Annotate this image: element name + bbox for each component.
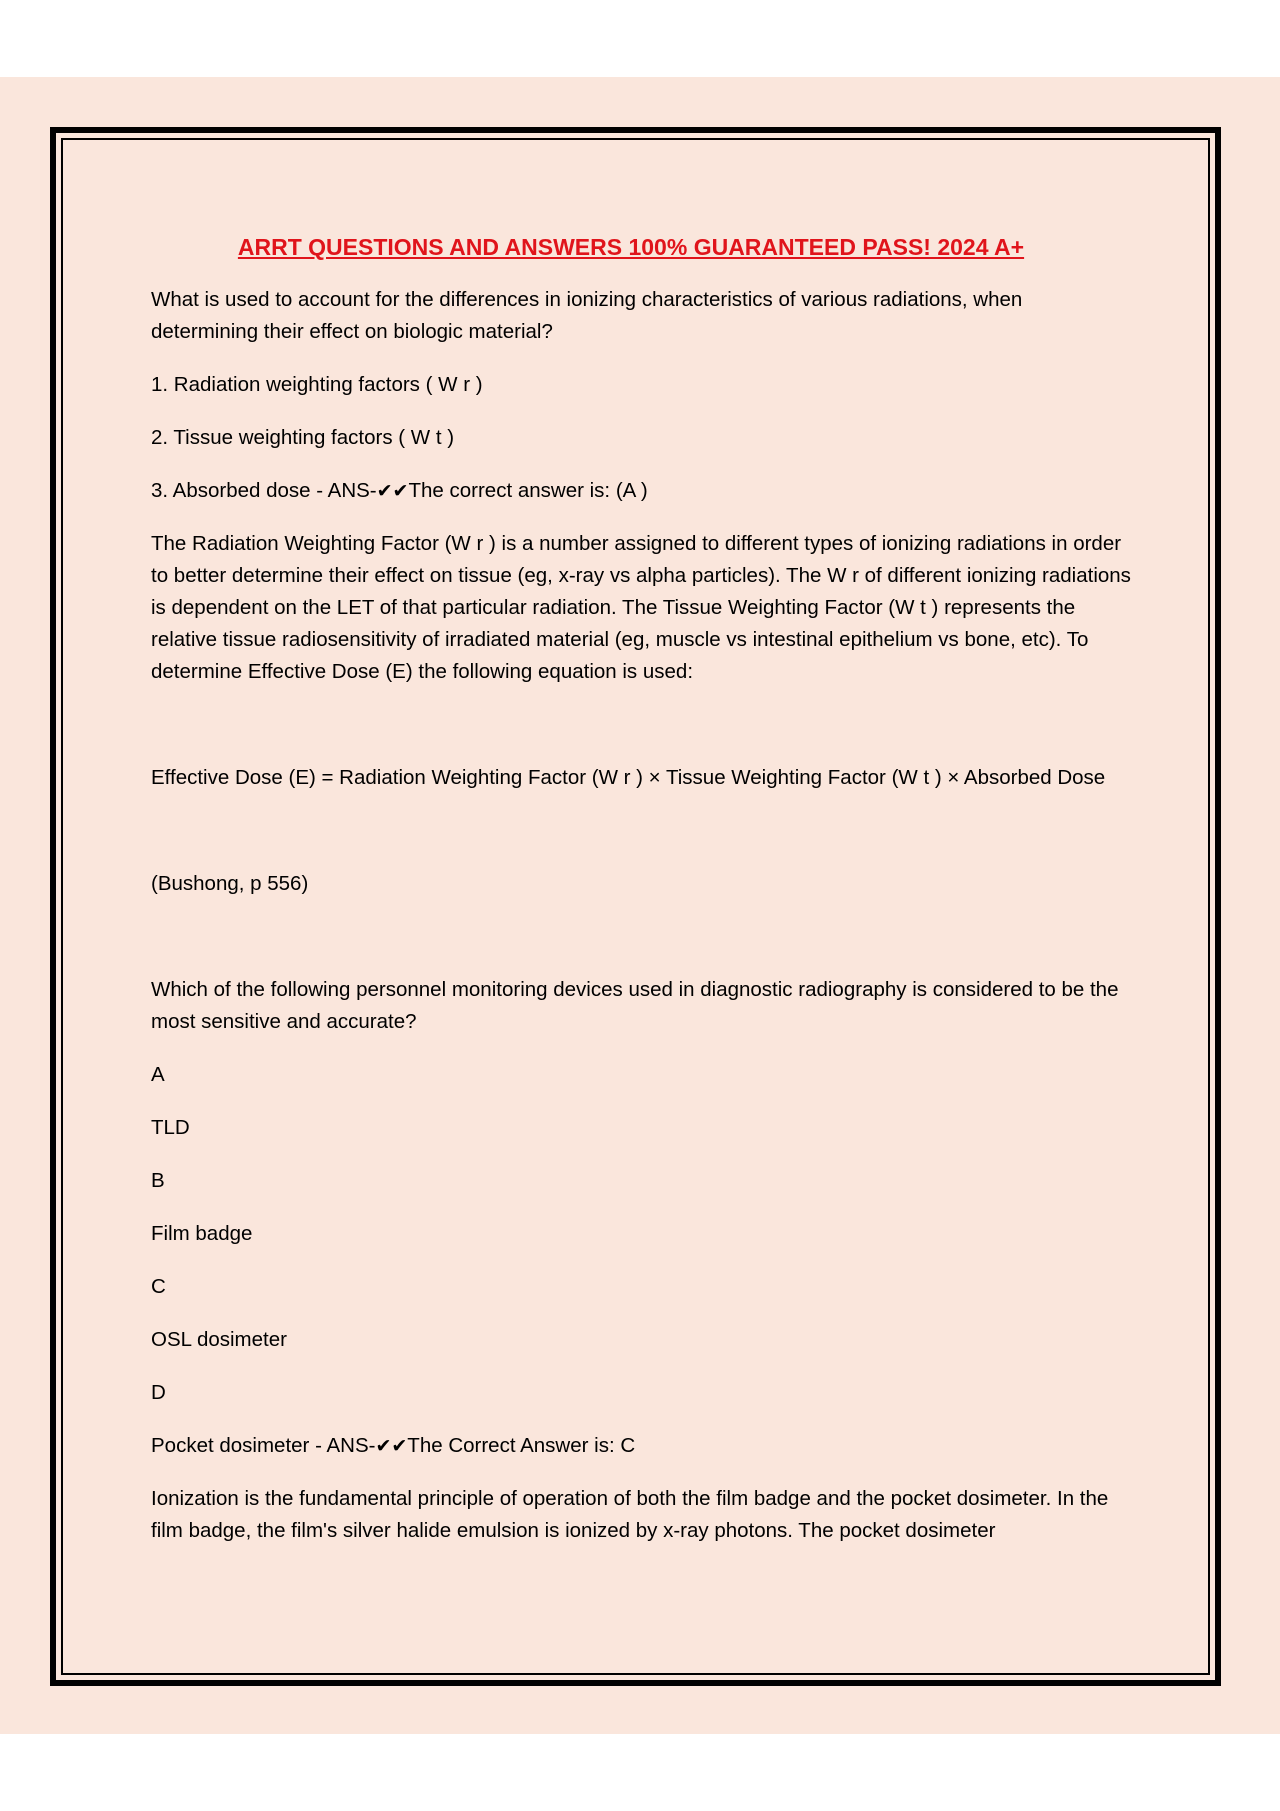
question-1-text: What is used to account for the differences in ionizing characteristics of various radiations, when determining their effect on biologic material? bbox=[151, 288, 1023, 343]
question-2-explanation: Ionization is the fundamental principle of operation of both the film badge and the pocket dosimeter. In the film badge, the film's silver halide emulsion is ionized by x-ray photons. The pocket dosimeter bbox=[151, 1487, 1109, 1542]
answer-text: The correct answer is: (A ) bbox=[408, 479, 648, 502]
choice-letter-c: C bbox=[151, 1275, 166, 1298]
choice-a-text: TLD bbox=[151, 1116, 190, 1139]
question-2-text: Which of the following personnel monitoring devices used in diagnostic radiography is considered to be the most sensitive and accurate? bbox=[151, 978, 1119, 1033]
question-1-option-1: 1. Radiation weighting factors ( W r ) bbox=[151, 373, 483, 396]
question-1-option-3-answer bbox=[151, 475, 1131, 507]
choice-b-text: Film badge bbox=[151, 1222, 253, 1245]
document-content bbox=[151, 232, 1131, 1568]
document-title: ARRT QUESTIONS AND ANSWERS 100% GUARANTEED PASS! 2024 A+ bbox=[237, 234, 1025, 260]
choice-d-prefix: Pocket dosimeter - ANS- bbox=[151, 1434, 376, 1457]
check-mark-icon: ✔✔ bbox=[376, 480, 409, 502]
choice-letter-a: A bbox=[151, 1063, 165, 1086]
option-3-prefix: 3. Absorbed dose - ANS- bbox=[151, 479, 377, 502]
choice-d-answer bbox=[151, 1430, 1131, 1462]
effective-dose-equation: Effective Dose (E) = Radiation Weighting Factor (W r ) × Tissue Weighting Factor (W t ) × Absorbed Dose bbox=[151, 766, 1106, 789]
question-1-explanation: The Radiation Weighting Factor (W r ) is a number assigned to different types of ionizing radiations in order to better determine their effect on tissue (eg, x-ray vs alpha particles). The W r of different ionizing radiations is dependent on the LET of that particular radiation. The Tissue Weighting Factor (W t ) represents the relative tissue radiosensitivity of irradiated material (eg, muscle vs intestinal epithelium vs bone, etc). To determine Effective Dose (E) the following equation is used: bbox=[151, 532, 1131, 683]
choice-letter-b: B bbox=[151, 1169, 165, 1192]
choice-letter-d: D bbox=[151, 1381, 166, 1404]
document-page bbox=[0, 77, 1280, 1734]
answer-text: The Correct Answer is: C bbox=[407, 1434, 636, 1457]
reference-citation: (Bushong, p 556) bbox=[151, 872, 309, 895]
check-mark-icon: ✔✔ bbox=[375, 1435, 408, 1457]
choice-c-text: OSL dosimeter bbox=[151, 1328, 287, 1351]
question-1-option-2: 2. Tissue weighting factors ( W t ) bbox=[151, 426, 455, 449]
